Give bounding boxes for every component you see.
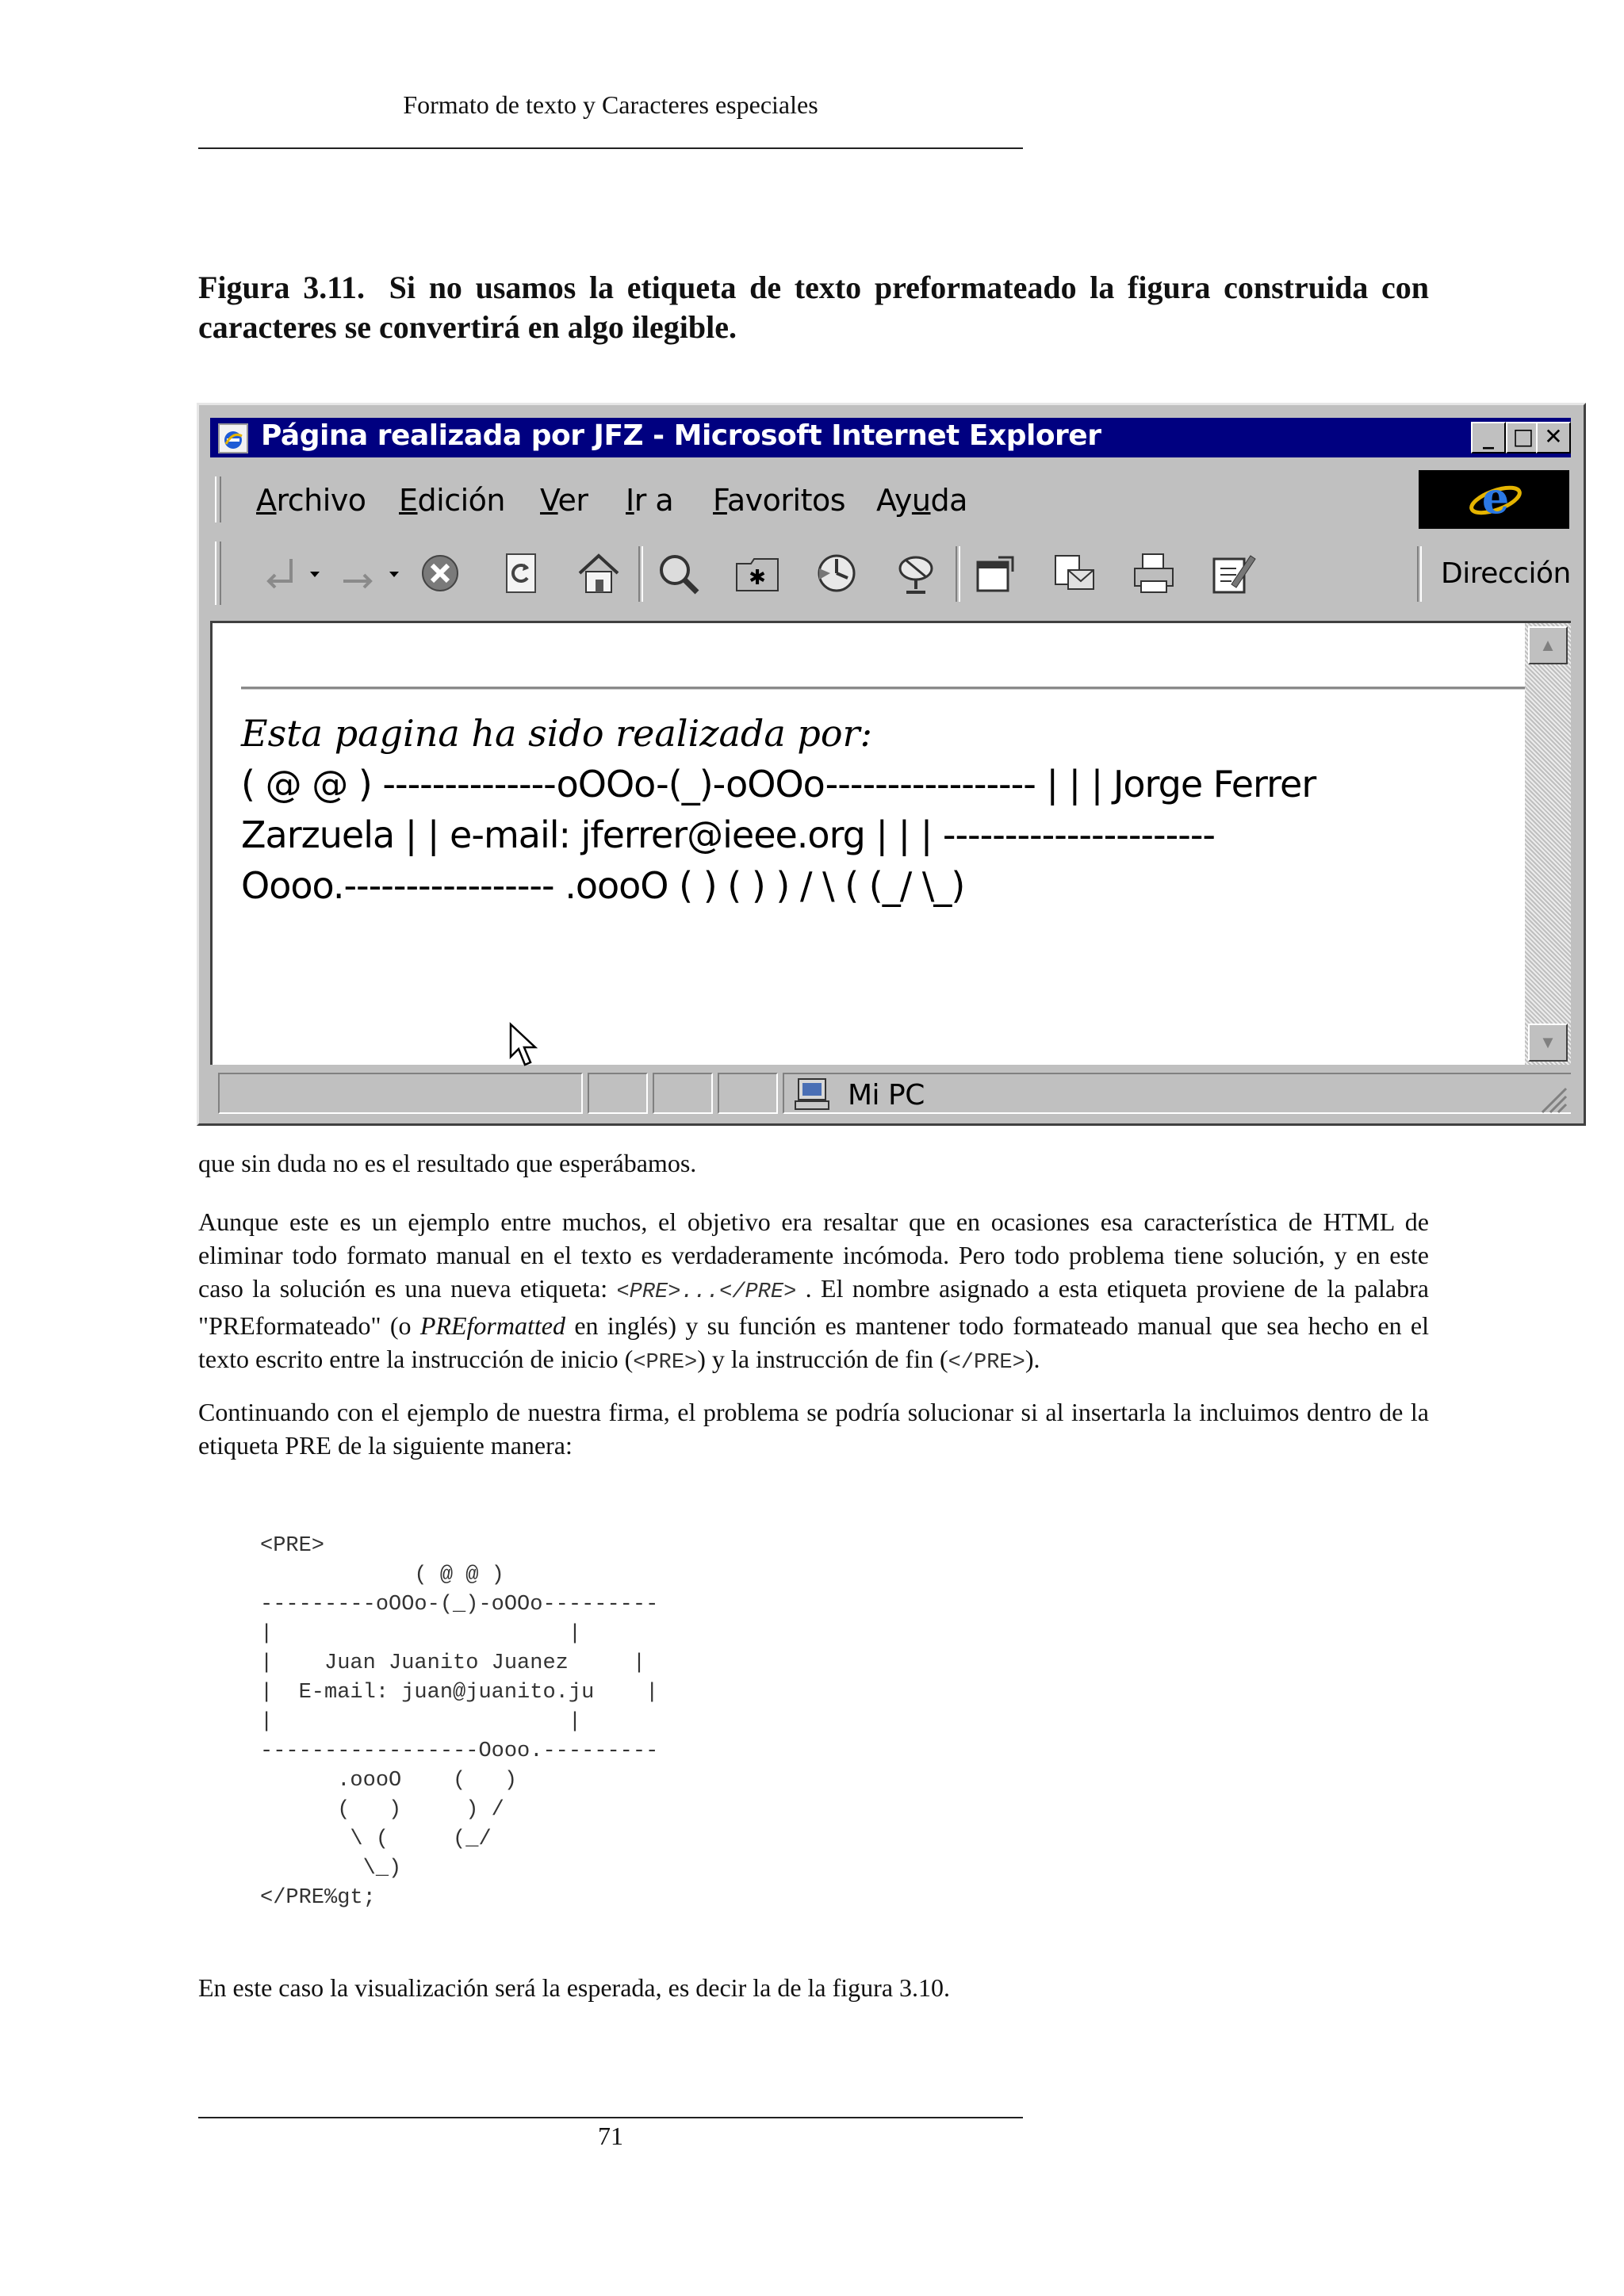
- footer-rule: [198, 2117, 1023, 2118]
- status-pane: [588, 1073, 648, 1114]
- browser-title-bar: [210, 418, 1571, 457]
- mouse-cursor-icon: [508, 1022, 540, 1070]
- menu-ayuda[interactable]: Ayuda: [876, 483, 967, 518]
- status-bar: [210, 1070, 1571, 1117]
- running-header: Formato de texto y Caracteres especiales: [403, 90, 818, 119]
- menu-ver[interactable]: Ver: [540, 483, 588, 518]
- content-horizontal-rule: [241, 687, 1526, 690]
- menu-ir-a[interactable]: Ir a: [626, 483, 674, 518]
- svg-text:✱: ✱: [749, 566, 766, 590]
- toolbar-grip[interactable]: [215, 541, 221, 605]
- minimize-button[interactable]: _: [1471, 422, 1506, 453]
- menu-edicion[interactable]: Edición: [399, 483, 505, 518]
- home-icon[interactable]: [575, 549, 622, 597]
- figure-caption: [198, 268, 1429, 347]
- my-computer-icon: [792, 1077, 832, 1111]
- scroll-up-button[interactable]: ▲: [1528, 626, 1568, 664]
- ie-throbber-logo: [1419, 470, 1569, 529]
- favorites-icon[interactable]: [733, 549, 781, 597]
- history-icon[interactable]: [813, 549, 860, 597]
- toolbar-separator: [1417, 546, 1422, 602]
- content-line-2: Zarzuela | | e-mail: jferrer@ieee.org | | | ----------------------: [241, 813, 1216, 856]
- status-pane: [718, 1073, 778, 1114]
- content-heading: Esta pagina ha sido realizada por:: [241, 712, 873, 755]
- paragraph-4: En este caso la visualización será la esperada, es decir la de la figura 3.10.: [198, 1973, 951, 2002]
- menu-archivo[interactable]: Archivo: [256, 483, 366, 518]
- page-number: 71: [598, 2122, 623, 2150]
- address-label[interactable]: Dirección: [1441, 557, 1571, 590]
- status-pane-zone: [783, 1073, 1571, 1114]
- figure-number: Figura 3.11.: [198, 270, 365, 305]
- status-zone-label: Mi PC: [848, 1079, 925, 1112]
- paragraph-3: Continuando con el ejemplo de nuestra firma, el problema se podría solucionar si al insertarla la incluimos dentro de la etiqueta PRE de la siguiente manera:: [198, 1398, 1429, 1460]
- resize-grip-icon[interactable]: [1536, 1082, 1568, 1114]
- content-line-3: Oooo.----------------- .oooO ( ) ( ) ) / \ ( (_/ \_): [241, 864, 965, 907]
- menu-favoritos[interactable]: Favoritos: [713, 483, 846, 518]
- pre-open-tag: <PRE>: [633, 1351, 698, 1375]
- toolbar-separator: [638, 546, 643, 602]
- header-rule: [198, 147, 1023, 149]
- paragraph-1: que sin duda no es el resultado que esperábamos.: [198, 1149, 697, 1177]
- standard-toolbar: [210, 535, 1571, 611]
- browser-screenshot: [197, 403, 1586, 1126]
- code-example: <PRE> ( @ @ ) ---------oOOo-(_)-oOOo--------- | | | Juan Juanito Juanez | | E-mail: juan@juanito.ju | | | -----------------Oooo.--------- .oooO ( ) ( ) ) / \ ( (_/ \_) </PRE%gt;: [260, 1534, 659, 1910]
- browser-title: Página realizada por JFZ - Microsoft Internet Explorer: [261, 419, 1101, 452]
- ie-page-icon: [218, 423, 248, 453]
- svg-text:e: e: [1481, 473, 1510, 523]
- preformatted-term: PREformatted: [419, 1311, 565, 1340]
- close-button[interactable]: ✕: [1536, 422, 1571, 453]
- paragraph-2: Aunque este es un ejemplo entre muchos, el objetivo era resaltar que en ocasiones esa característica de HTML de eliminar todo formato manual en el texto es verdaderamente incómoda. Pero todo problema tiene solución, y en este caso la solución es una nueva etiqueta: <PRE>...</PRE> . El nombre asignado a esta etiqueta proviene de la palabra "PREformateado" (o PREformatted en inglés) y su función es mantener todo formateado manual que sea hecho en el texto escrito entre la instrucción de inicio (<PRE>) y la instrucción de fin (</PRE>).: [198, 1207, 1430, 1375]
- print-icon[interactable]: [1130, 549, 1178, 597]
- menu-grip[interactable]: [215, 476, 221, 522]
- pre-tag-inline: <PRE>...</PRE>: [616, 1280, 797, 1304]
- content-line-1: ( @ @ ) --------------oOOo-(_)-oOOo----------------- | | | Jorge Ferrer: [241, 763, 1316, 806]
- channels-icon[interactable]: [892, 549, 940, 597]
- stop-icon[interactable]: [416, 549, 464, 597]
- figure-caption-text: Si no usamos la etiqueta de texto preformateado la figura construida con caracteres se convertirá en algo ilegible.: [198, 270, 1430, 345]
- edit-icon[interactable]: [1209, 549, 1257, 597]
- status-pane: [653, 1073, 713, 1114]
- pre-close-tag: </PRE>: [948, 1351, 1025, 1375]
- mail-icon[interactable]: [1051, 549, 1098, 597]
- scroll-down-button[interactable]: ▼: [1528, 1024, 1568, 1062]
- search-icon[interactable]: [654, 549, 702, 597]
- forward-icon[interactable]: [335, 549, 407, 597]
- fullscreen-icon[interactable]: [971, 549, 1019, 597]
- refresh-icon[interactable]: [497, 549, 545, 597]
- back-icon[interactable]: [256, 549, 327, 597]
- browser-content: [210, 621, 1571, 1065]
- maximize-button[interactable]: □: [1506, 422, 1541, 453]
- status-pane-main: [218, 1073, 583, 1114]
- menu-bar: [210, 470, 1571, 529]
- vertical-scrollbar[interactable]: [1525, 623, 1571, 1065]
- toolbar-separator: [956, 546, 960, 602]
